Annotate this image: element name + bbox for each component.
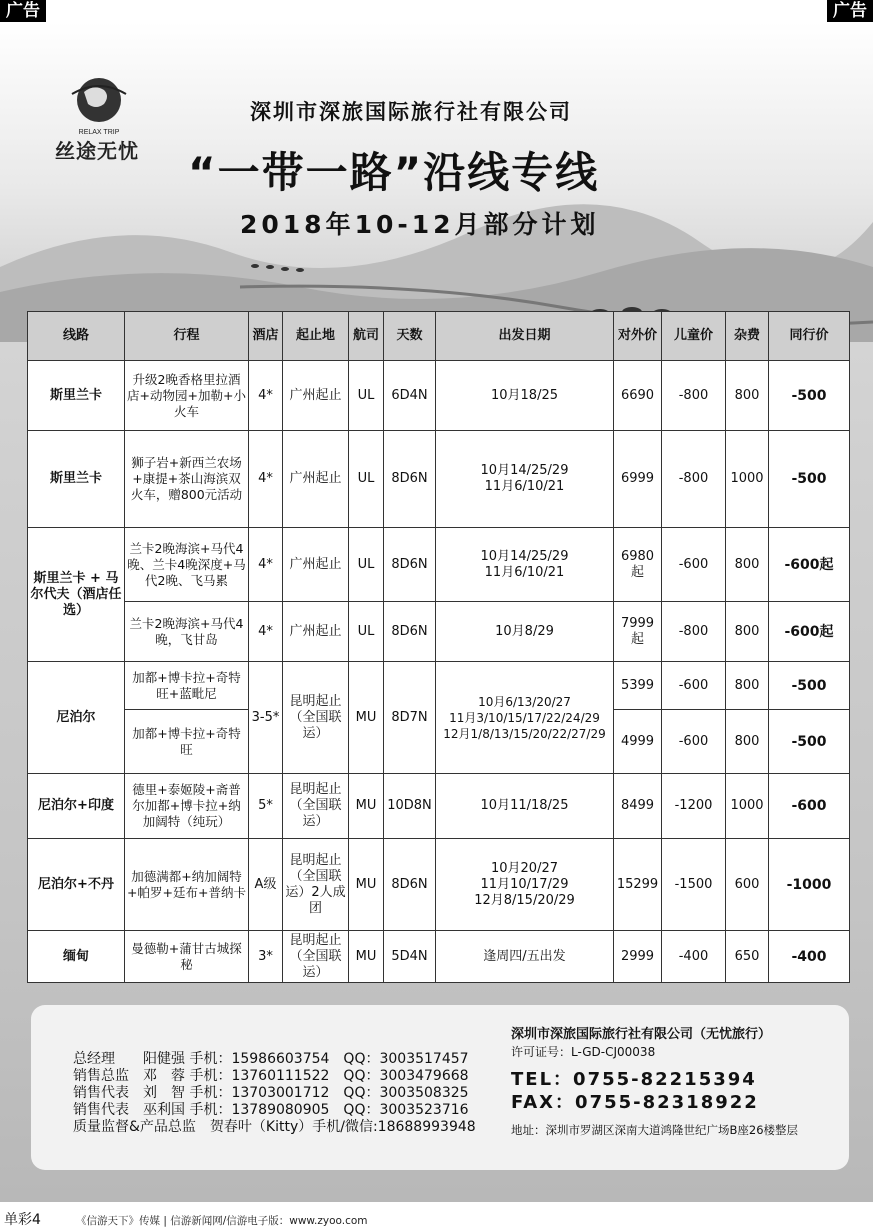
header-origin: 起止地 bbox=[283, 312, 349, 361]
dates: 10月14/25/29 11月6/10/21 bbox=[436, 431, 614, 528]
dates: 10月20/27 11月10/17/29 12月8/15/20/29 bbox=[436, 839, 614, 931]
company-title: 深圳市深旅国际旅行社有限公司 bbox=[250, 100, 572, 124]
days: 8D6N bbox=[384, 602, 436, 662]
price: 4999 bbox=[614, 710, 662, 774]
days: 8D6N bbox=[384, 839, 436, 931]
header-fee: 杂费 bbox=[726, 312, 769, 361]
child-price: -800 bbox=[662, 361, 726, 431]
days: 8D7N bbox=[384, 662, 436, 774]
price: 2999 bbox=[614, 931, 662, 983]
itinerary: 兰卡2晚海滨+马代4晚、兰卡4晚深度+马代2晚、飞马累 bbox=[125, 528, 249, 602]
hotel: 5* bbox=[249, 774, 283, 839]
route-name: 斯里兰卡 + 马尔代夫（酒店任选） bbox=[28, 528, 125, 662]
airline: UL bbox=[349, 361, 384, 431]
airline: UL bbox=[349, 431, 384, 528]
table-row bbox=[28, 361, 850, 431]
peer-price: -400 bbox=[769, 931, 850, 983]
peer-price: -600起 bbox=[769, 602, 850, 662]
route-name: 尼泊尔+印度 bbox=[28, 774, 125, 839]
table-row bbox=[28, 602, 850, 662]
ad-label-left: 广告 bbox=[0, 0, 46, 22]
telephone: TEL：0755-82215394 bbox=[511, 1069, 757, 1090]
dates: 10月14/25/29 11月6/10/21 bbox=[436, 528, 614, 602]
dates: 逢周四/五出发 bbox=[436, 931, 614, 983]
table-row bbox=[28, 662, 850, 710]
header-route: 线路 bbox=[28, 312, 125, 361]
contact-line: 销售代表 巫利国 手机：13789080905 QQ：3003523716 bbox=[73, 1102, 469, 1118]
airline: MU bbox=[349, 931, 384, 983]
contact-line: 总经理 阳健强 手机：15986603754 QQ：3003517457 bbox=[73, 1051, 469, 1067]
peer-price: -500 bbox=[769, 662, 850, 710]
table-row bbox=[28, 931, 850, 983]
origin: 昆明起止（全国联运） bbox=[283, 662, 349, 774]
main-title: “一带一路”沿线专线 bbox=[188, 148, 600, 197]
hotel: 4* bbox=[249, 602, 283, 662]
price: 6999 bbox=[614, 431, 662, 528]
itinerary: 德里+泰姬陵+斋普尔加都+博卡拉+纳加阔特（纯玩） bbox=[125, 774, 249, 839]
hotel: 4* bbox=[249, 361, 283, 431]
child-price: -400 bbox=[662, 931, 726, 983]
contact-box bbox=[31, 1005, 849, 1170]
footer-media: 《信游天下》传媒 | 信游新闻网/信游电子版：www.zyoo.com bbox=[76, 1215, 368, 1227]
child-price: -1200 bbox=[662, 774, 726, 839]
itinerary: 加都+博卡拉+奇特旺+蓝毗尼 bbox=[125, 662, 249, 710]
airline: UL bbox=[349, 602, 384, 662]
ad-label-right: 广告 bbox=[827, 0, 873, 22]
route-name: 尼泊尔+不丹 bbox=[28, 839, 125, 931]
hotel: 4* bbox=[249, 528, 283, 602]
price: 15299 bbox=[614, 839, 662, 931]
fee: 800 bbox=[726, 710, 769, 774]
header-airline: 航司 bbox=[349, 312, 384, 361]
fee: 600 bbox=[726, 839, 769, 931]
fee: 1000 bbox=[726, 431, 769, 528]
peer-price: -600起 bbox=[769, 528, 850, 602]
itinerary: 狮子岩+新西兰农场+康提+茶山海滨双火车，赠800元活动 bbox=[125, 431, 249, 528]
route-name: 缅甸 bbox=[28, 931, 125, 983]
days: 8D6N bbox=[384, 431, 436, 528]
price: 7999起 bbox=[614, 602, 662, 662]
hotel: 4* bbox=[249, 431, 283, 528]
itinerary: 加德满都+纳加阔特+帕罗+廷布+普纳卡 bbox=[125, 839, 249, 931]
origin: 昆明起止（全国联运） bbox=[283, 931, 349, 983]
child-price: -600 bbox=[662, 528, 726, 602]
days: 8D6N bbox=[384, 528, 436, 602]
header-dates: 出发日期 bbox=[436, 312, 614, 361]
days: 6D4N bbox=[384, 361, 436, 431]
price: 6690 bbox=[614, 361, 662, 431]
origin: 昆明起止（全国联运）2人成团 bbox=[283, 839, 349, 931]
table-header-row bbox=[28, 312, 850, 361]
fee: 800 bbox=[726, 361, 769, 431]
airline: UL bbox=[349, 528, 384, 602]
airline: MU bbox=[349, 662, 384, 774]
origin: 昆明起止（全国联运） bbox=[283, 774, 349, 839]
fee: 800 bbox=[726, 602, 769, 662]
days: 5D4N bbox=[384, 931, 436, 983]
header-price: 对外价 bbox=[614, 312, 662, 361]
peer-price: -1000 bbox=[769, 839, 850, 931]
dates: 10月11/18/25 bbox=[436, 774, 614, 839]
plan-title: 2018年10-12月部分计划 bbox=[240, 210, 600, 239]
header-itinerary: 行程 bbox=[125, 312, 249, 361]
child-price: -600 bbox=[662, 662, 726, 710]
dates: 10月6/13/20/27 11月3/10/15/17/22/24/29 12月1/8/13/15/20/22/27/29 bbox=[436, 662, 614, 774]
airline: MU bbox=[349, 839, 384, 931]
table-row bbox=[28, 528, 850, 602]
peer-price: -500 bbox=[769, 431, 850, 528]
airline: MU bbox=[349, 774, 384, 839]
origin: 广州起止 bbox=[283, 361, 349, 431]
contact-line: 销售总监 邓 蓉 手机：13760111522 QQ：3003479668 bbox=[73, 1068, 469, 1084]
route-name: 斯里兰卡 bbox=[28, 431, 125, 528]
origin: 广州起止 bbox=[283, 431, 349, 528]
itinerary: 升级2晚香格里拉酒店+动物园+加勒+小火车 bbox=[125, 361, 249, 431]
peer-price: -600 bbox=[769, 774, 850, 839]
table-row bbox=[28, 431, 850, 528]
itinerary: 曼德勒+蒲甘古城探秘 bbox=[125, 931, 249, 983]
peer-price: -500 bbox=[769, 361, 850, 431]
hotel: 3* bbox=[249, 931, 283, 983]
price: 6980起 bbox=[614, 528, 662, 602]
itinerary: 加都+博卡拉+奇特旺 bbox=[125, 710, 249, 774]
poster bbox=[0, 22, 873, 1202]
child-price: -800 bbox=[662, 431, 726, 528]
header-hotel: 酒店 bbox=[249, 312, 283, 361]
days: 10D8N bbox=[384, 774, 436, 839]
dates: 10月18/25 bbox=[436, 361, 614, 431]
price: 8499 bbox=[614, 774, 662, 839]
route-table bbox=[27, 311, 850, 983]
fee: 800 bbox=[726, 528, 769, 602]
relax-trip-logo bbox=[66, 74, 132, 140]
footer bbox=[0, 1205, 873, 1230]
fee: 650 bbox=[726, 931, 769, 983]
dates: 10月8/29 bbox=[436, 602, 614, 662]
header-days: 天数 bbox=[384, 312, 436, 361]
header-peer-price: 同行价 bbox=[769, 312, 850, 361]
origin: 广州起止 bbox=[283, 602, 349, 662]
hotel: A级 bbox=[249, 839, 283, 931]
license-number: 许可证号：L-GD-CJ00038 bbox=[511, 1045, 656, 1059]
price: 5399 bbox=[614, 662, 662, 710]
fee: 800 bbox=[726, 662, 769, 710]
route-name: 斯里兰卡 bbox=[28, 361, 125, 431]
hotel: 3-5* bbox=[249, 662, 283, 774]
svg-text:RELAX TRIP: RELAX TRIP bbox=[78, 129, 120, 136]
itinerary: 兰卡2晚海滨+马代4晚，飞甘岛 bbox=[125, 602, 249, 662]
table-row bbox=[28, 774, 850, 839]
origin: 广州起止 bbox=[283, 528, 349, 602]
child-price: -1500 bbox=[662, 839, 726, 931]
slogan: 丝途无忧 bbox=[55, 139, 139, 163]
address: 地址：深圳市罗湖区深南大道鸿隆世纪广场B座26楼整层 bbox=[511, 1123, 799, 1137]
contact-line: 质量监督&产品总监 贺春叶（Kitty）手机/微信:18688993948 bbox=[73, 1119, 476, 1135]
contact-line: 销售代表 刘 智 手机：13703001712 QQ：3003508325 bbox=[73, 1085, 469, 1101]
child-price: -800 bbox=[662, 602, 726, 662]
header-child-price: 儿童价 bbox=[662, 312, 726, 361]
company-name: 深圳市深旅国际旅行社有限公司（无忧旅行） bbox=[511, 1027, 772, 1042]
table-row bbox=[28, 839, 850, 931]
route-name: 尼泊尔 bbox=[28, 662, 125, 774]
fee: 1000 bbox=[726, 774, 769, 839]
peer-price: -500 bbox=[769, 710, 850, 774]
child-price: -600 bbox=[662, 710, 726, 774]
page-label: 单彩4 bbox=[4, 1212, 41, 1228]
fax: FAX：0755-82318922 bbox=[511, 1092, 759, 1113]
